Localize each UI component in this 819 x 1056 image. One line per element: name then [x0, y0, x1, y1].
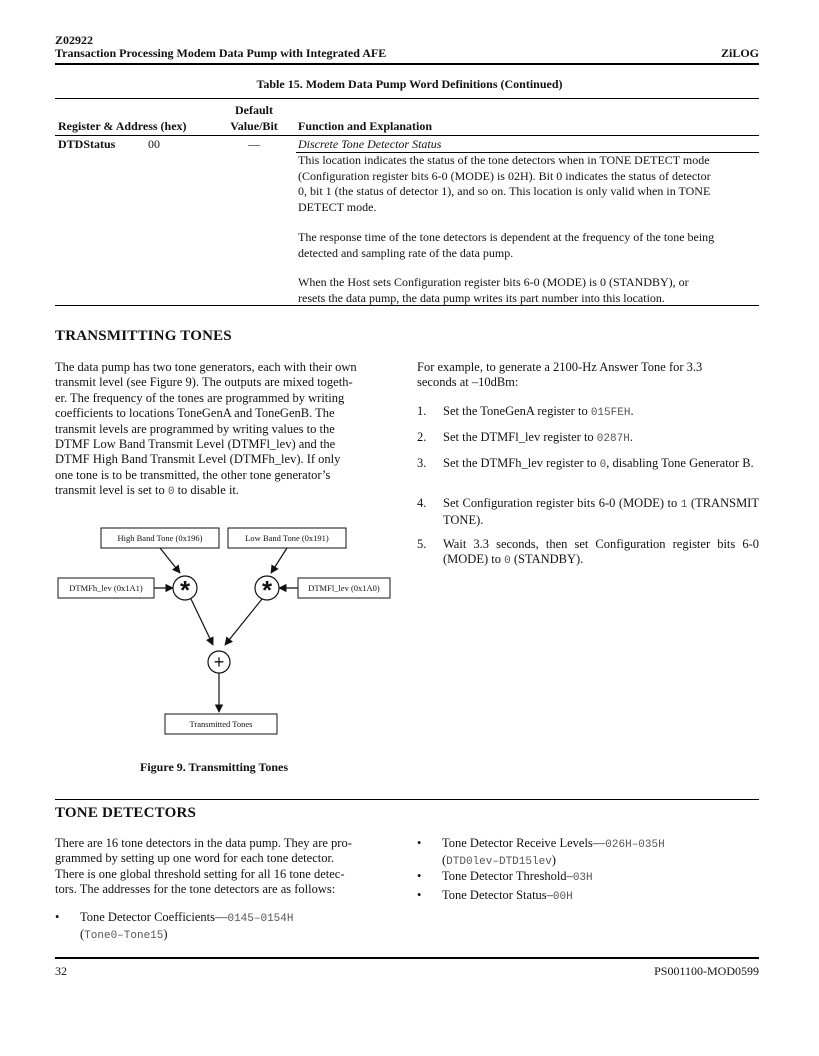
code-value: 015FEH — [590, 407, 631, 419]
brand-name: ZiLOG — [720, 46, 759, 60]
code-value: 0 — [599, 459, 607, 471]
document-code: PS001100-MOD0599 — [654, 964, 759, 978]
multiplier-low-symbol: * — [261, 575, 273, 605]
example-intro — [417, 360, 759, 391]
transmitted-tones-label: Transmitted Tones — [189, 719, 253, 729]
text-fragment: transmit level is set to — [55, 483, 168, 498]
bullet-icon: • — [417, 869, 422, 883]
text-line: This location indicates the status of the tone detectors when in TONE DETECT mode — [298, 153, 710, 167]
step-text — [443, 496, 759, 529]
list-item — [55, 910, 395, 945]
bullet-icon: • — [417, 836, 422, 850]
default-value: — — [248, 137, 260, 151]
text-line: The response time of the tone detectors is dependent at the frequency of the tone being — [298, 230, 715, 244]
code-value: 026H–035H — [605, 839, 665, 851]
list-item — [417, 456, 759, 473]
low-band-tone-label: Low Band Tone (0x191) — [245, 533, 329, 543]
bullet-text — [442, 836, 759, 871]
text-fragment: ( — [80, 927, 85, 942]
code-value: 00H — [552, 891, 573, 903]
footer-rule — [55, 957, 759, 959]
bullet-text — [442, 869, 759, 886]
text-fragment: Tone Detector Coefficients— — [80, 910, 228, 924]
text-line: DTMF Low Band Transmit Level (DTMFl_lev) and the — [55, 437, 336, 452]
text-fragment: Set the DTMFh_lev register to — [443, 456, 600, 470]
list-item — [417, 869, 759, 886]
header-function: Function and Explanation — [298, 119, 433, 133]
arrow-multiplier-low-to-sum — [225, 599, 262, 645]
step-number: 2. — [417, 430, 427, 444]
table-top-rule — [55, 98, 759, 99]
text-fragment: Set the DTMFl_lev register to — [443, 430, 597, 444]
detectors-intro — [55, 836, 395, 898]
function-title: Discrete Tone Detector Status — [298, 137, 442, 151]
text-line: transmit level (see Figure 9). The outputs are mixed togeth- — [55, 375, 353, 390]
step-number: 1. — [417, 404, 427, 418]
text-fragment: Wait 3.3 seconds, then set Configuration register bits 6-0 (MODE) to — [443, 537, 759, 567]
text-line: (Configuration register bits 6-0 (MODE) is 02H). Bit 0 indicates the status of detector — [298, 168, 711, 183]
code-value: 0145–0154H — [227, 913, 294, 925]
table-header-rule — [55, 135, 759, 136]
transmitting-intro — [55, 360, 395, 501]
text-fragment: . — [630, 404, 634, 418]
section-rule — [55, 799, 759, 800]
header-rule — [55, 63, 759, 65]
text-fragment: Tone Detector Status– — [442, 888, 553, 902]
bullet-text — [80, 910, 395, 945]
list-item — [417, 836, 759, 871]
text-line: detected and sampling rate of the data pump. — [298, 245, 514, 260]
text-line: er. The frequency of the tones are programmed by writing — [55, 390, 345, 405]
dtmfh-lev-label: DTMFh_lev (0x1A1) — [69, 583, 143, 593]
text-line: one tone is to be transmitted, the other tone generator’s — [55, 467, 331, 482]
arrow-multiplier-high-to-sum — [191, 599, 213, 645]
text-line: The data pump has two tone generators, each with their own — [55, 360, 357, 374]
list-item — [417, 496, 759, 529]
code-value: Tone0–Tone15 — [84, 930, 164, 943]
function-paragraph-3 — [298, 275, 758, 306]
text-line: For example, to generate a 2100-Hz Answer Tone for 3.3 — [417, 360, 703, 374]
function-paragraph-2 — [298, 230, 758, 261]
text-line: There is one global threshold setting for all 16 tone detec- — [55, 866, 345, 881]
section-heading-transmitting: TRANSMITTING TONES — [55, 328, 232, 344]
summer-symbol: + — [213, 652, 225, 672]
code-value: 0 — [504, 555, 511, 568]
bullet-text — [442, 888, 759, 905]
step-text — [443, 404, 759, 421]
figure-caption: Figure 9. Transmitting Tones — [140, 760, 289, 774]
text-line: When the Host sets Configuration register bits 6-0 (MODE) is 0 (STANDBY), or — [298, 275, 689, 289]
text-fragment: Tone Detector Receive Levels— — [442, 836, 606, 850]
document-title: Transaction Processing Modem Data Pump with Integrated AFE — [55, 46, 387, 60]
step-text — [443, 456, 759, 473]
text-fragment: (TRANSMIT TONE). — [443, 496, 759, 528]
text-line: resets the data pump, the data pump writes its part number into this location. — [298, 290, 665, 305]
function-paragraph-1 — [298, 153, 758, 215]
code-value: 03H — [572, 872, 593, 884]
document-number: Z02922 — [55, 33, 94, 47]
step-text — [443, 430, 759, 447]
step-number: 5. — [417, 537, 427, 551]
code-value: 0 — [167, 486, 175, 499]
text-line: coefficients to locations ToneGenA and ToneGenB. The — [55, 406, 335, 421]
bullet-icon: • — [55, 910, 60, 924]
table-bottom-rule — [55, 305, 759, 306]
step-text — [443, 537, 759, 570]
header-register: Register & Address (hex) — [58, 119, 187, 133]
text-line: tors. The addresses for the tone detectors are as follows: — [55, 882, 336, 897]
high-band-tone-label: High Band Tone (0x196) — [117, 533, 203, 543]
bullet-icon: • — [417, 888, 422, 902]
text-line: 0, bit 1 (the status of detector 1), and so on. This location is only valid when in TONE — [298, 184, 711, 198]
step-number: 3. — [417, 456, 427, 470]
text-fragment: . — [629, 430, 633, 444]
text-line: There are 16 tone detectors in the data pump. They are pro- — [55, 836, 352, 850]
text-line: DETECT mode. — [298, 199, 377, 214]
header-default-line1: Default — [235, 103, 273, 117]
arrow-high-band-to-multiplier — [160, 548, 180, 573]
arrow-low-band-to-multiplier — [271, 548, 287, 573]
text-line: DTMF High Band Transmit Level (DTMFh_lev). If only — [55, 452, 341, 467]
text-fragment: Set Configuration register bits 6-0 (MODE) to — [443, 496, 681, 510]
list-item — [417, 430, 759, 447]
section-heading-detectors: TONE DETECTORS — [55, 805, 197, 821]
text-fragment: ) — [551, 853, 556, 868]
text-fragment: Set the ToneGenA register to — [443, 404, 591, 418]
code-value: 0287H — [596, 433, 630, 445]
step-number: 4. — [417, 496, 427, 510]
text-line — [55, 483, 395, 500]
page-number: 32 — [55, 964, 67, 978]
list-item — [417, 537, 759, 570]
text-fragment: Tone Detector Threshold– — [442, 869, 573, 883]
header-default-line2: Value/Bit — [230, 119, 278, 133]
list-item — [417, 888, 759, 905]
multiplier-high-symbol: * — [179, 575, 191, 605]
register-name: DTDStatus — [58, 137, 116, 151]
text-line: grammed by setting up one word for each tone detector. — [55, 851, 335, 866]
text-fragment: (STANDBY). — [510, 552, 584, 567]
text-line: transmit levels are programmed by writing values to the — [55, 421, 335, 436]
list-item — [417, 404, 759, 421]
dtmfl-lev-label: DTMFl_lev (0x1A0) — [308, 583, 380, 593]
code-value: DTD0lev–DTD15lev — [446, 856, 552, 869]
text-fragment: to disable it. — [174, 483, 240, 498]
text-fragment: ( — [442, 853, 447, 868]
transmitting-tones-diagram — [55, 520, 395, 745]
register-address: 00 — [148, 137, 160, 151]
code-value: 1 — [680, 499, 688, 511]
text-fragment: , disabling Tone Generator B. — [606, 456, 754, 470]
text-fragment: ) — [163, 927, 168, 942]
text-line: seconds at –10dBm: — [417, 375, 519, 390]
table-caption: Table 15. Modem Data Pump Word Definitions (Continued) — [256, 77, 563, 91]
